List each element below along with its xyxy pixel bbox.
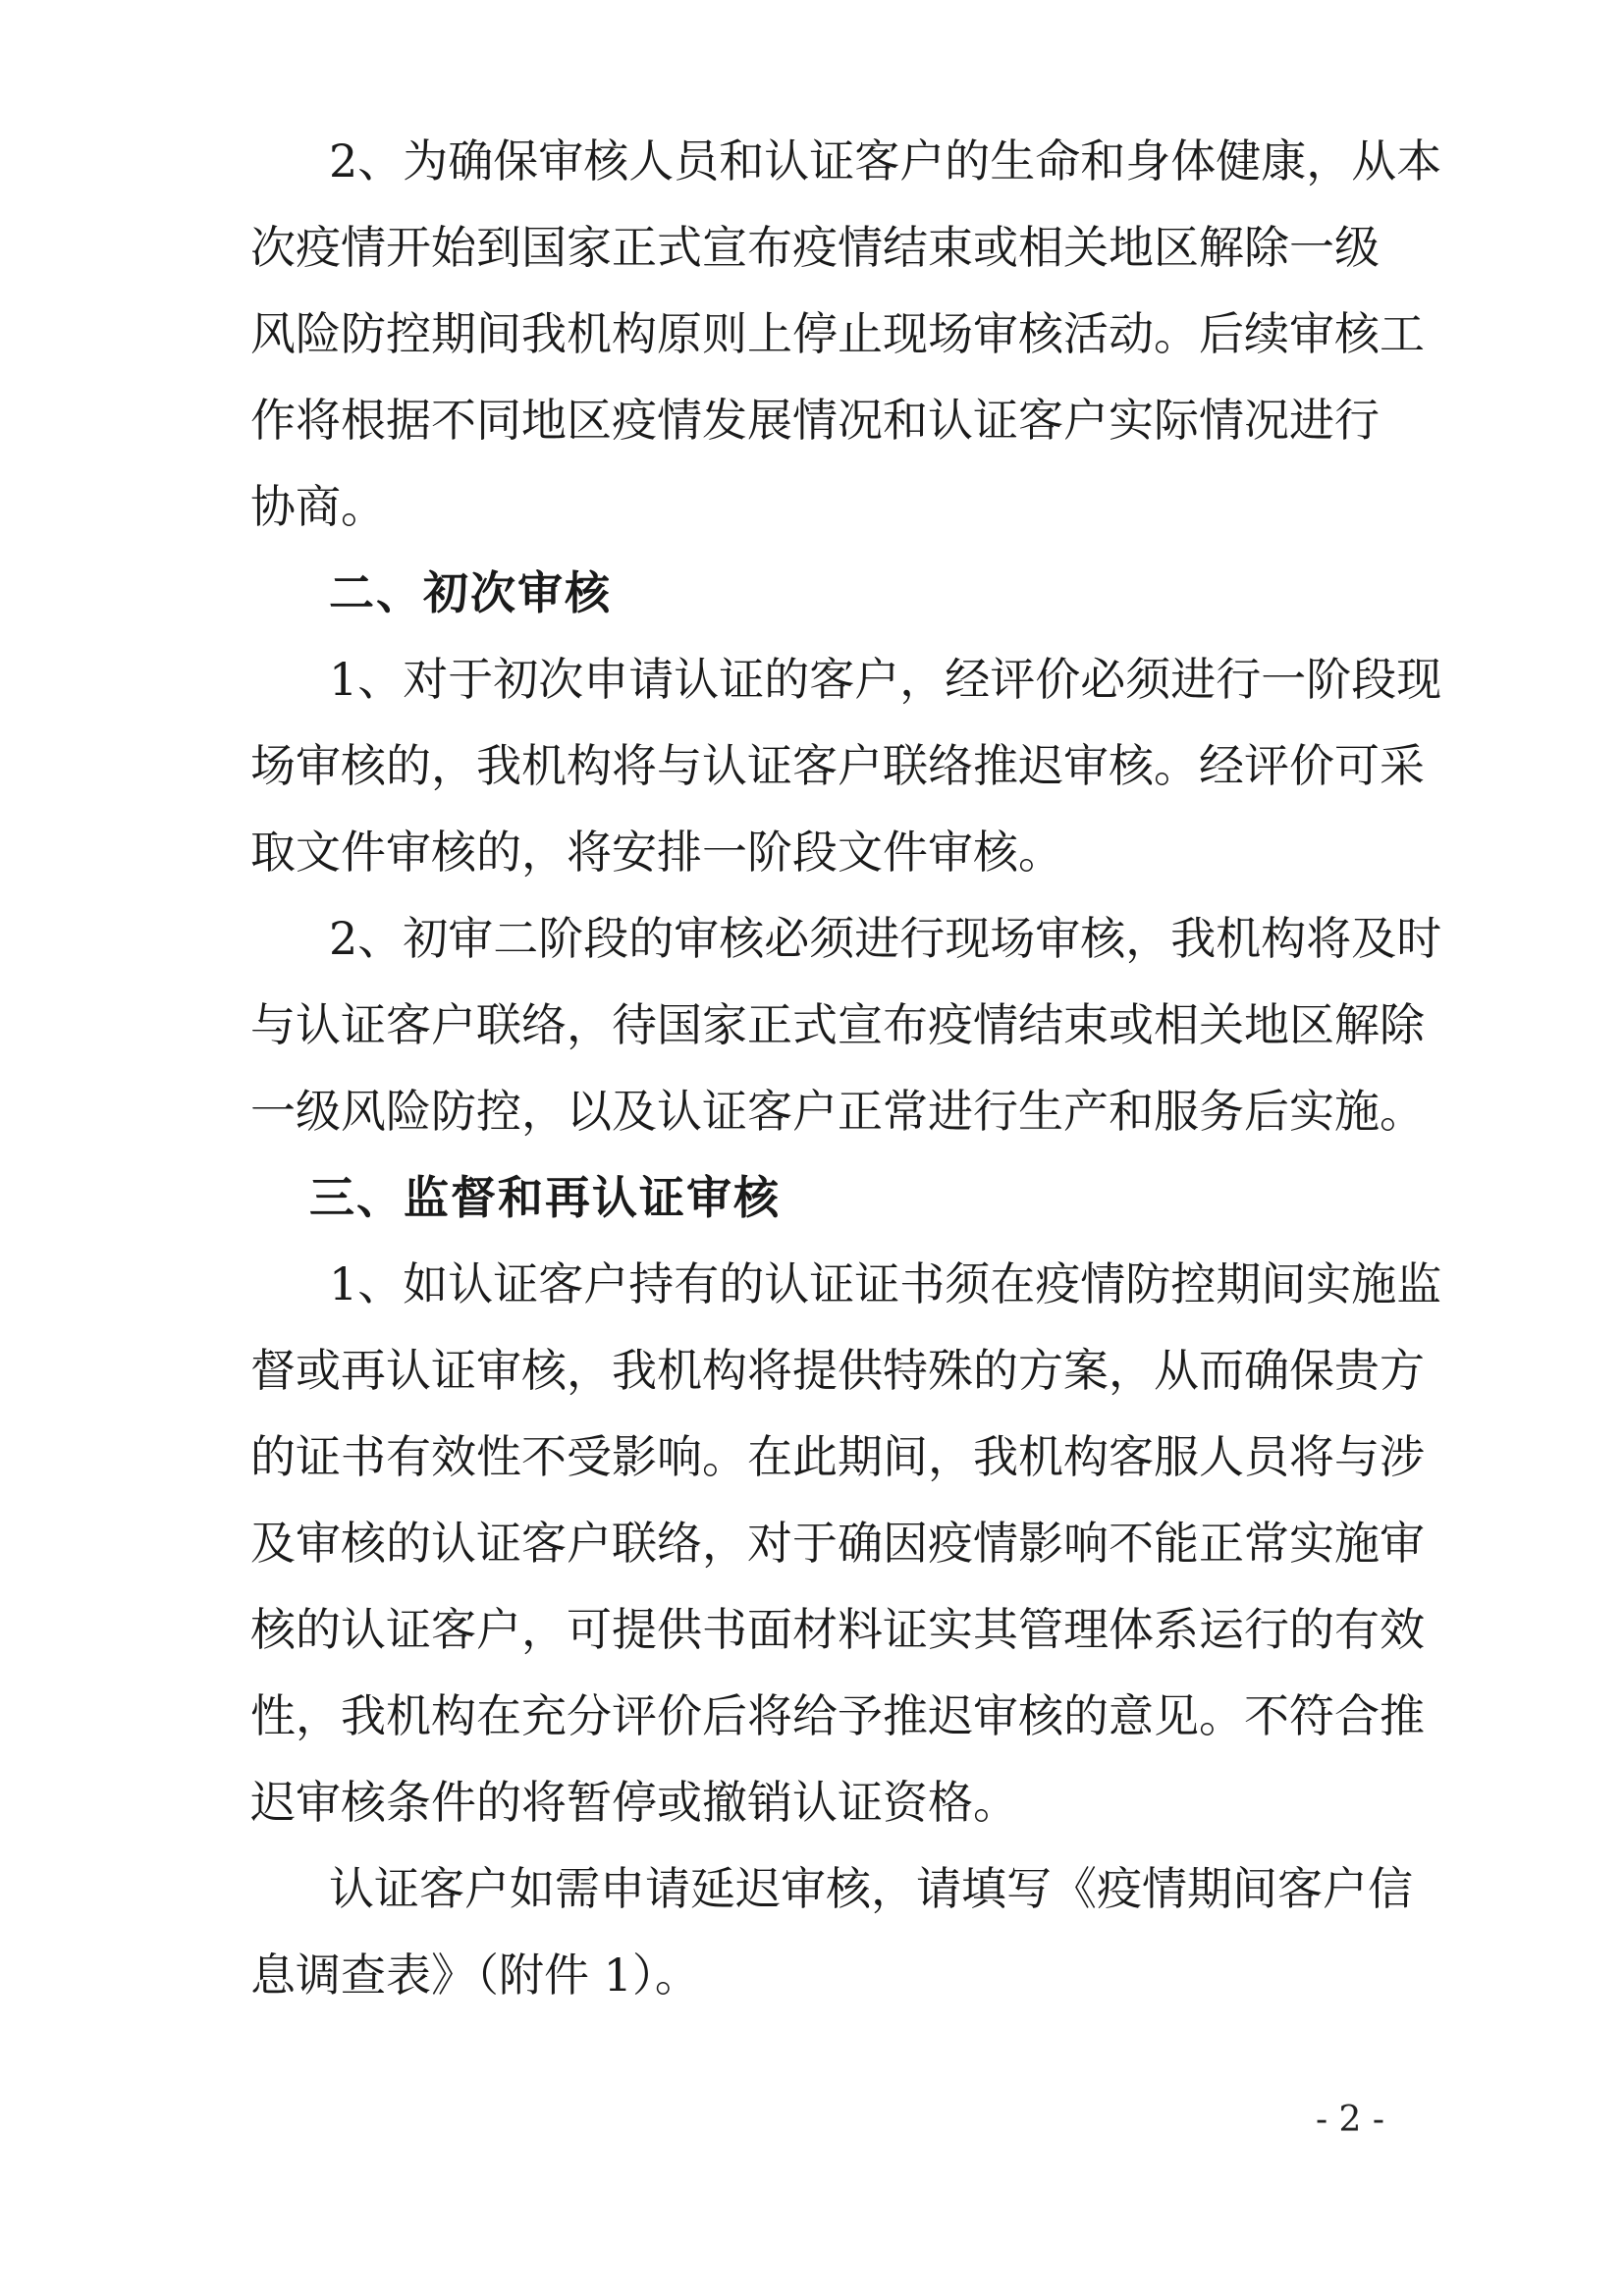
paragraph-line: 及审核的认证客户联络，对于确因疫情影响不能正常实施审 — [250, 1517, 1425, 1570]
paragraph-line: 2、为确保审核人员和认证客户的生命和身体健康，从本 — [329, 134, 1442, 187]
paragraph-line: 认证客户如需申请延迟审核，请填写《疫情期间客户信 — [329, 1862, 1413, 1915]
paragraph-line: 协商。 — [250, 480, 386, 533]
page-number: - 2 - — [1315, 2100, 1385, 2140]
paragraph-line: 取文件审核的，将安排一阶段文件审核。 — [250, 826, 1063, 879]
paragraph-line: 作将根据不同地区疫情发展情况和认证客户实际情况进行 — [250, 394, 1380, 447]
paragraph-line: 场审核的，我机构将与认证客户联络推迟审核。经评价可采 — [250, 739, 1425, 792]
paragraph-line: 一级风险防控，以及认证客户正常进行生产和服务后实施。 — [250, 1085, 1425, 1138]
paragraph-line: 1、对于初次申请认证的客户，经评价必须进行一阶段现 — [329, 653, 1442, 706]
paragraph-line: 次疫情开始到国家正式宣布疫情结束或相关地区解除一级 — [250, 221, 1380, 274]
paragraph-line: 1、如认证客户持有的认证证书须在疫情防控期间实施监 — [329, 1257, 1442, 1310]
paragraph-line: 性，我机构在充分评价后将给予推迟审核的意见。不符合推 — [250, 1689, 1425, 1742]
paragraph-line: 核的认证客户，可提供书面材料证实其管理体系运行的有效 — [250, 1603, 1425, 1656]
paragraph-line: 息调查表》（附件 1）。 — [250, 1949, 700, 2002]
section-heading: 三、监督和再认证审核 — [309, 1171, 781, 1224]
paragraph-line: 风险防控期间我机构原则上停止现场审核活动。后续审核工 — [250, 307, 1425, 360]
paragraph-line: 与认证客户联络，待国家正式宣布疫情结束或相关地区解除 — [250, 998, 1425, 1051]
paragraph-line: 2、初审二阶段的审核必须进行现场审核，我机构将及时 — [329, 912, 1442, 965]
paragraph-line: 迟审核条件的将暂停或撤销认证资格。 — [250, 1776, 1018, 1829]
paragraph-line: 督或再认证审核，我机构将提供特殊的方案，从而确保贵方 — [250, 1344, 1425, 1397]
paragraph-line: 的证书有效性不受影响。在此期间，我机构客服人员将与涉 — [250, 1430, 1425, 1483]
section-heading: 二、初次审核 — [329, 566, 612, 619]
